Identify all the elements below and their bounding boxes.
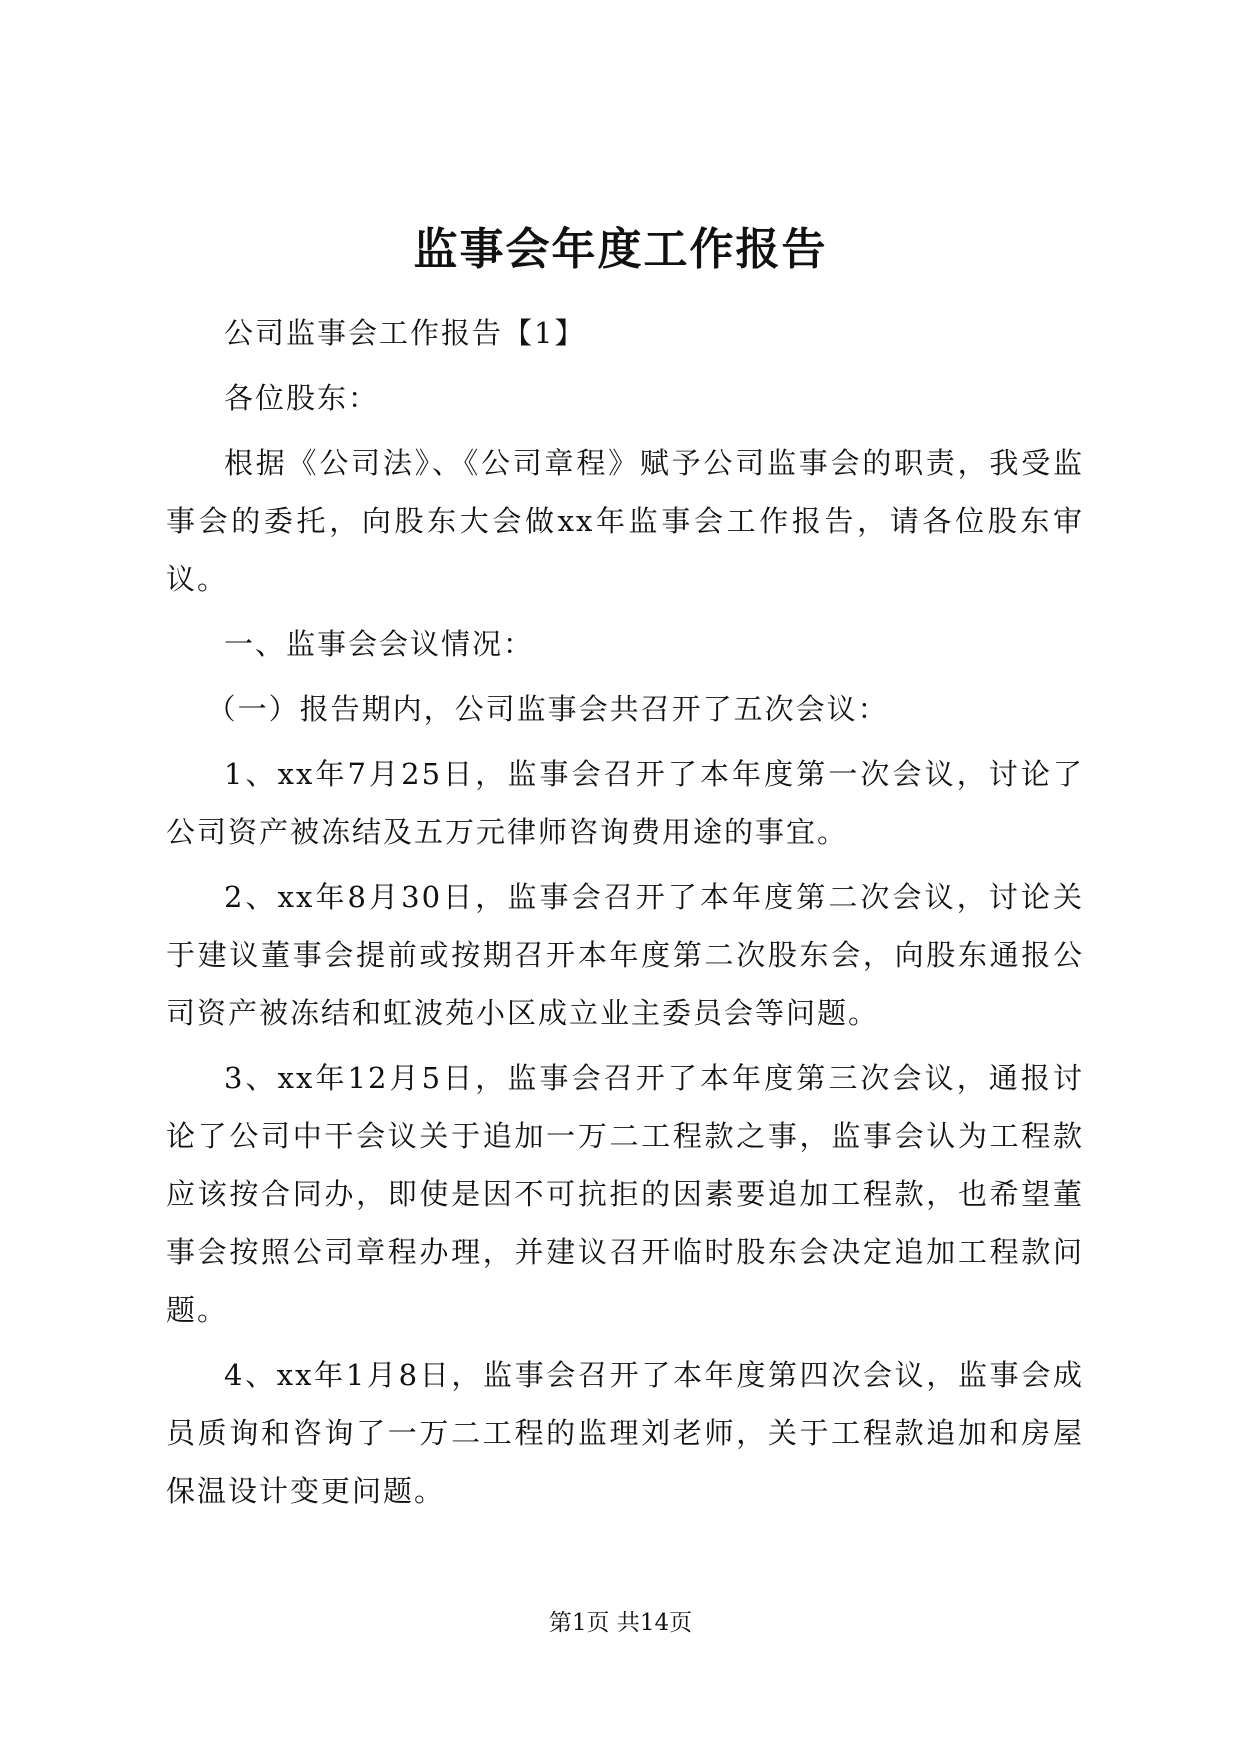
report-subtitle: 公司监事会工作报告【1】 <box>224 316 586 350</box>
subsection-heading: （一）报告期内，公司监事会共召开了五次会议： <box>206 692 889 726</box>
meeting-item-1: 1、xx年7月25日，监事会召开了本年度第一次会议，讨论了公司资产被冻结及五万元律师咨询费用途的事宜。 <box>166 757 1084 849</box>
page-number-footer: 第1页 共14页 <box>548 1610 693 1636</box>
document-body <box>166 304 1084 1527</box>
document-title: 监事会年度工作报告 <box>413 224 828 275</box>
meeting-item-4: 4、xx年1月8日，监事会召开了本年度第四次会议，监事会成员质询和咨询了一万二工程的监理刘老师，关于工程款追加和房屋保温设计变更问题。 <box>166 1358 1084 1508</box>
section-heading: 一、监事会会议情况： <box>224 627 535 661</box>
meeting-item-2: 2、xx年8月30日，监事会召开了本年度第二次会议，讨论关于建议董事会提前或按期召开本年度第二次股东会，向股东通报公司资产被冻结和虹波苑小区成立业主委员会等问题。 <box>166 880 1084 1030</box>
salutation: 各位股东： <box>224 381 380 415</box>
intro-paragraph: 根据《公司法》、《公司章程》赋予公司监事会的职责，我受监事会的委托，向股东大会做xx年监事会工作报告，请各位股东审议。 <box>166 446 1084 596</box>
meeting-item-3: 3、xx年12月5日，监事会召开了本年度第三次会议，通报讨论了公司中干会议关于追加一万二工程款之事，监事会认为工程款应该按合同办，即使是因不可抗拒的因素要追加工程款，也希望董事会按照公司章程办理，并建议召开临时股东会决定追加工程款问题。 <box>166 1061 1084 1327</box>
